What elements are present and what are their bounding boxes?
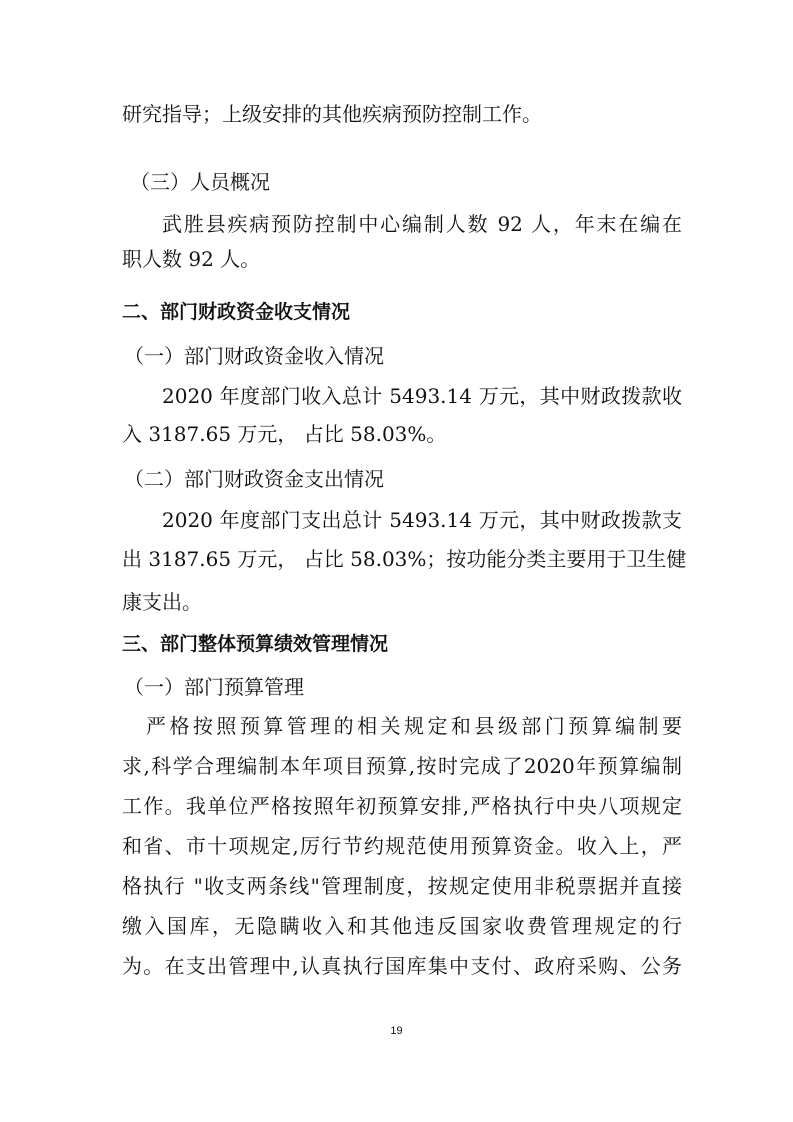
paragraph-line: 职人数 92 人。 [122, 247, 261, 271]
section-heading-2: 二、部门财政资金收支情况 [122, 301, 351, 323]
paragraph-line: 2020 年度部门支出总计 5493.14 万元，其中财政拨款支 [162, 508, 682, 532]
paragraph-line: 和省、市十项规定,厉行节约规范使用预算资金。收入上，严 [122, 834, 682, 858]
paragraph-line: 出 3187.65 万元， 占比 58.03%；按功能分类主要用于卫生健 [122, 547, 687, 571]
section-heading-personnel: （三）人员概况 [130, 170, 270, 194]
subsection-heading-expense: （二）部门财政资金支出情况 [124, 467, 384, 491]
paragraph-line: 2020 年度部门收入总计 5493.14 万元，其中财政拨款收 [162, 384, 682, 408]
paragraph-line: 为。在支出管理中,认真执行国库集中支付、政府采购、公务 [122, 954, 682, 978]
paragraph-line: 求,科学合理编制本年项目预算,按时完成了2020年预算编制 [122, 754, 682, 778]
paragraph-line: 康支出。 [122, 590, 202, 614]
page-number: 19 [390, 1025, 403, 1037]
paragraph-line: 武胜县疾病预防控制中心编制人数 92 人，年末在编在 [162, 212, 682, 236]
subsection-heading-budget: （一）部门预算管理 [124, 675, 304, 699]
paragraph-line: 工作。我单位严格按照年初预算安排,严格执行中央八项规定 [122, 794, 682, 818]
paragraph-line: 严格按照预算管理的相关规定和县级部门预算编制要 [146, 714, 682, 738]
paragraph-line: 研究指导；上级安排的其他疾病预防控制工作。 [122, 102, 542, 126]
subsection-heading-income: （一）部门财政资金收入情况 [124, 344, 384, 368]
paragraph-line: 缴入国库，无隐瞒收入和其他违反国家收费管理规定的行 [122, 914, 682, 938]
paragraph-line: 格执行 "收支两条线"管理制度，按规定使用非税票据并直接 [122, 874, 682, 898]
section-heading-3: 三、部门整体预算绩效管理情况 [122, 633, 389, 655]
paragraph-line: 入 3187.65 万元， 占比 58.03%。 [122, 422, 447, 446]
